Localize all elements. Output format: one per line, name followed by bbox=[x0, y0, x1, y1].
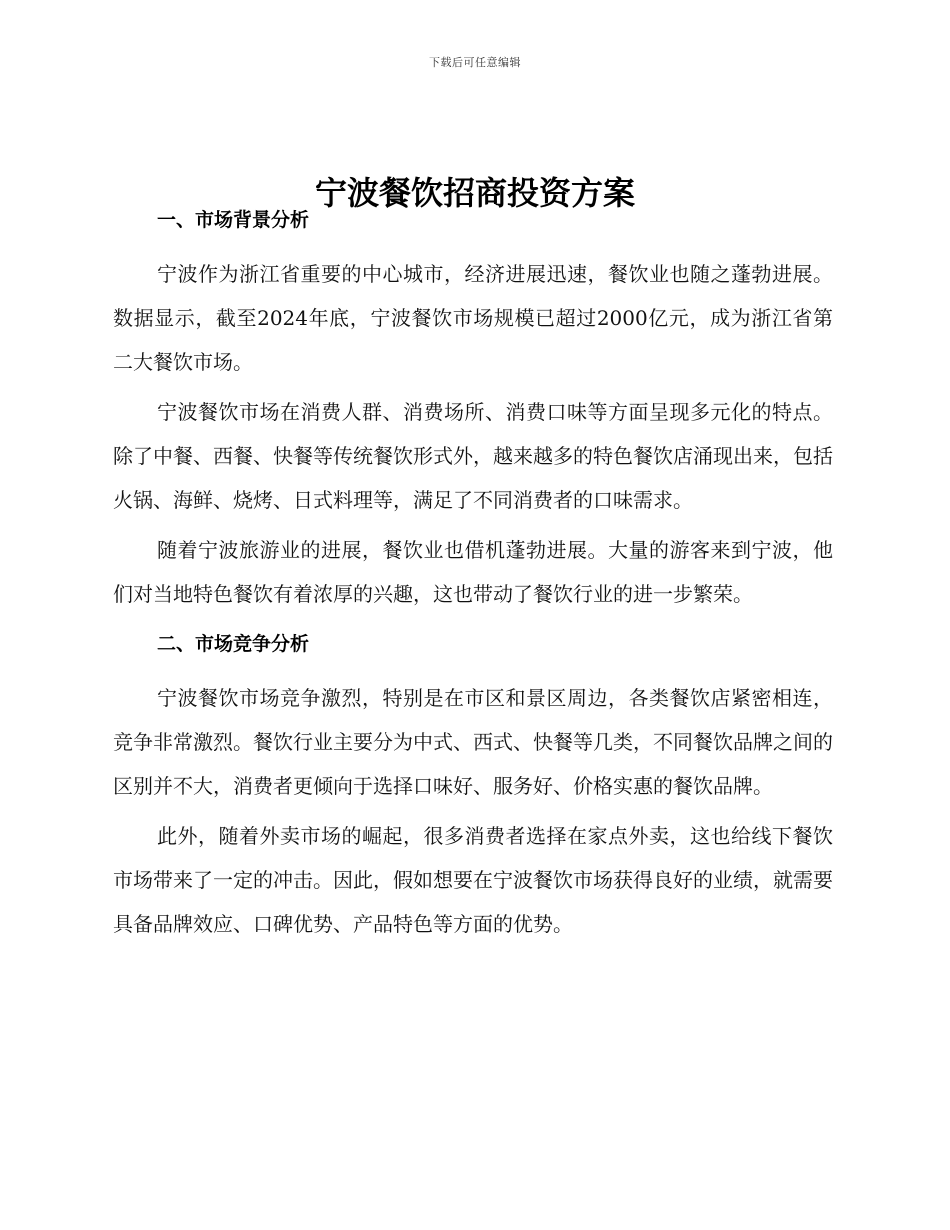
paragraph: 宁波餐饮市场在消费人群、消费场所、消费口味等方面呈现多元化的特点。除了中餐、西餐、快餐等传统餐饮形式外，越来越多的特色餐饮店涌现出来，包括火锅、海鲜、烧烤、日式料理等，满足了不同消费者的口味需求。 bbox=[113, 400, 833, 512]
section-market-background bbox=[113, 200, 833, 616]
paragraph: 宁波作为浙江省重要的中心城市，经济进展迅速，餐饮业也随之蓬勃进展。数据显示，截至2024年底，宁波餐饮市场规模已超过2000亿元，成为浙江省第二大餐饮市场。 bbox=[113, 262, 833, 374]
document-title: 宁波餐饮招商投资方案 bbox=[314, 174, 635, 213]
paragraph: 随着宁波旅游业的进展，餐饮业也借机蓬勃进展。大量的游客来到宁波，他们对当地特色餐饮有着浓厚的兴趣，这也带动了餐饮行业的进一步繁荣。 bbox=[113, 538, 833, 606]
section-heading: 二、市场竞争分析 bbox=[157, 633, 310, 655]
paragraph: 此外，随着外卖市场的崛起，很多消费者选择在家点外卖，这也给线下餐饮市场带来了一定的冲击。因此，假如想要在宁波餐饮市场获得良好的业绩，就需要具备品牌效应、口碑优势、产品特色等方面的优势。 bbox=[113, 824, 833, 936]
paragraph: 宁波餐饮市场竞争激烈，特别是在市区和景区周边，各类餐饮店紧密相连，竞争非常激烈。餐饮行业主要分为中式、西式、快餐等几类，不同餐饮品牌之间的区别并不大，消费者更倾向于选择口味好、服务好、价格实惠的餐饮品牌。 bbox=[113, 686, 833, 798]
document-body bbox=[113, 200, 833, 952]
header-note: 下载后可任意编辑 bbox=[429, 56, 521, 69]
section-heading: 一、市场背景分析 bbox=[157, 209, 310, 231]
section-market-competition bbox=[113, 624, 833, 946]
